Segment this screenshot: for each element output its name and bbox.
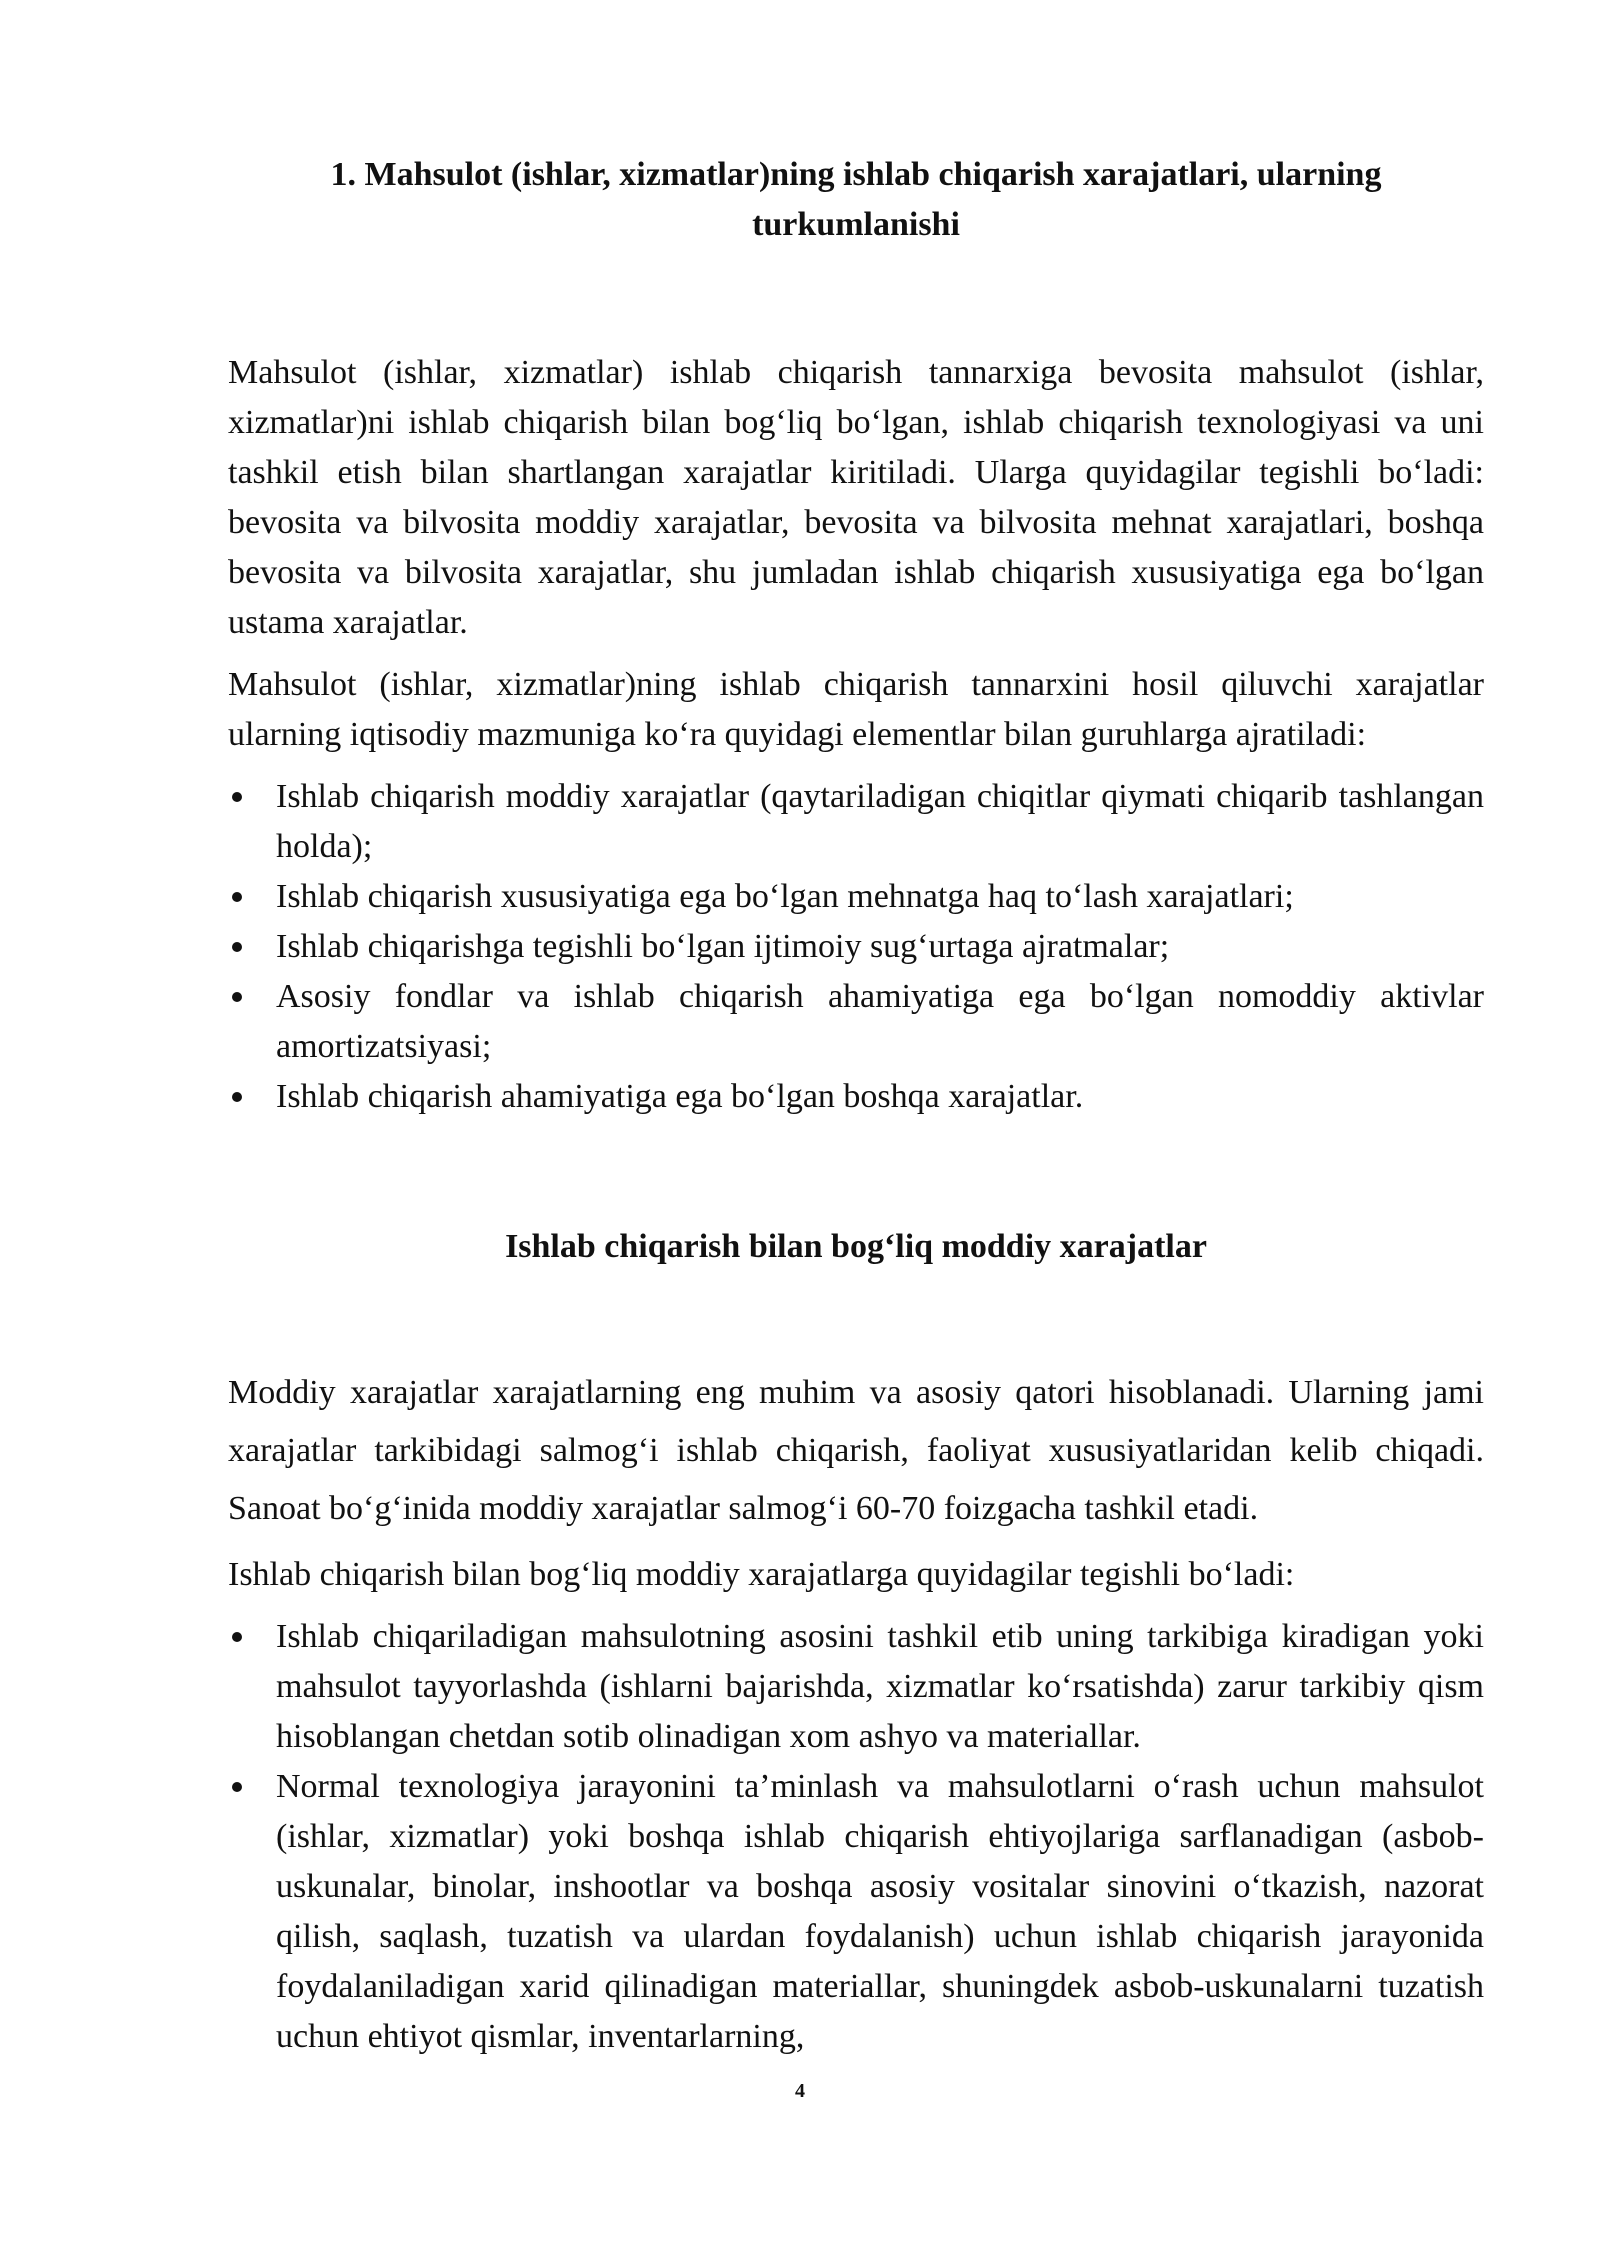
- section-1-bullet-list: [228, 772, 1484, 1122]
- list-item: [228, 1612, 1484, 1762]
- list-item-text: Ishlab chiqarish ahamiyatiga ega bo‘lgan boshqa xarajatlar.: [276, 1078, 1084, 1115]
- bullet-icon: [232, 992, 242, 1002]
- bullet-icon: [232, 792, 242, 802]
- list-item-text: Normal texnologiya jarayonini ta’minlash va mahsulotlarni o‘rash uchun mahsulot (ishlar, xizmatlar) yoki boshqa ishlab chiqarish ehtiyojlariga sarflanadigan (asbob-uskunalar, binolar, inshootlar va boshqa asosiy vositalar sinovini o‘tkazish, nazorat qilish, saqlash, tuzatish va ulardan foydalanish) uchun ishlab chiqarish jarayonida foydalaniladigan xarid qilinadigan materiallar, shuningdek asbob-uskunalarni tuzatish uchun ehtiyot qismlar, inventarlarning,: [276, 1768, 1484, 2055]
- section-2-title: Ishlab chiqarish bilan bog‘liq moddiy xarajatlar: [505, 1228, 1207, 1265]
- bullet-icon: [232, 1092, 242, 1102]
- section-1-paragraph-1: Mahsulot (ishlar, xizmatlar) ishlab chiqarish tannarxiga bevosita mahsulot (ishlar, xizmatlar)ni ishlab chiqarish bilan bog‘liq bo‘lgan, ishlab chiqarish texnologiyasi va uni tashkil etish bilan shartlangan xarajatlar kiritiladi. Ularga quyidagilar tegishli bo‘ladi: bevosita va bilvosita moddiy xarajatlar, bevosita va bilvosita mehnat xarajatlari, boshqa bevosita va bilvosita xarajatlar, shu jumladan ishlab chiqarish xususiyatiga ega bo‘lgan ustama xarajatlar.: [228, 354, 1484, 641]
- list-item: [228, 872, 1484, 922]
- section-2-paragraph-1: Moddiy xarajatlar xarajatlarning eng muhim va asosiy qatori hisoblanadi. Ularning jami xarajatlar tarkibidagi salmog‘i ishlab chiqarish, faoliyat xususiyatlaridan kelib chiqadi. Sanoat bo‘g‘inida moddiy xarajatlar salmog‘i 60-70 foizgacha tashkil etadi.: [228, 1374, 1484, 1527]
- list-item-text: Asosiy fondlar va ishlab chiqarish ahamiyatiga ega bo‘lgan nomoddiy aktivlar amortizatsiyasi;: [276, 978, 1484, 1065]
- document-page: [228, 150, 1484, 2062]
- list-item-text: Ishlab chiqarishga tegishli bo‘lgan ijtimoiy sug‘urtaga ajratmalar;: [276, 928, 1170, 965]
- bullet-icon: [232, 892, 242, 902]
- section-2-bullet-list: [228, 1612, 1484, 2062]
- bullet-icon: [232, 942, 242, 952]
- list-item-text: Ishlab chiqarish xususiyatiga ega bo‘lgan mehnatga haq to‘lash xarajatlari;: [276, 878, 1294, 915]
- page-number: 4: [795, 2080, 805, 2102]
- list-item-text: Ishlab chiqariladigan mahsulotning asosini tashkil etib uning tarkibiga kiradigan yoki mahsulot tayyorlashda (ishlarni bajarishda, xizmatlar ko‘rsatishda) zarur tarkibiy qism hisoblangan chetdan sotib olinadigan xom ashyo va materiallar.: [276, 1618, 1484, 1755]
- list-item: [228, 922, 1484, 972]
- section-1-title: 1. Mahsulot (ishlar, xizmatlar)ning ishlab chiqarish xarajatlari, ularning turkumlanishi: [330, 156, 1382, 243]
- section-1-paragraph-2: Mahsulot (ishlar, xizmatlar)ning ishlab chiqarish tannarxini hosil qiluvchi xarajatlar ularning iqtisodiy mazmuniga ko‘ra quyidagi elementlar bilan guruhlarga ajratiladi:: [228, 666, 1484, 753]
- section-2-paragraph-2: Ishlab chiqarish bilan bog‘liq moddiy xarajatlarga quyidagilar tegishli bo‘ladi:: [228, 1556, 1295, 1593]
- list-item: [228, 1762, 1484, 2062]
- list-item: [228, 972, 1484, 1072]
- bullet-icon: [232, 1632, 242, 1642]
- bullet-icon: [232, 1782, 242, 1792]
- list-item: [228, 772, 1484, 872]
- list-item-text: Ishlab chiqarish moddiy xarajatlar (qaytariladigan chiqitlar qiymati chiqarib tashlangan holda);: [276, 778, 1484, 865]
- list-item: [228, 1072, 1484, 1122]
